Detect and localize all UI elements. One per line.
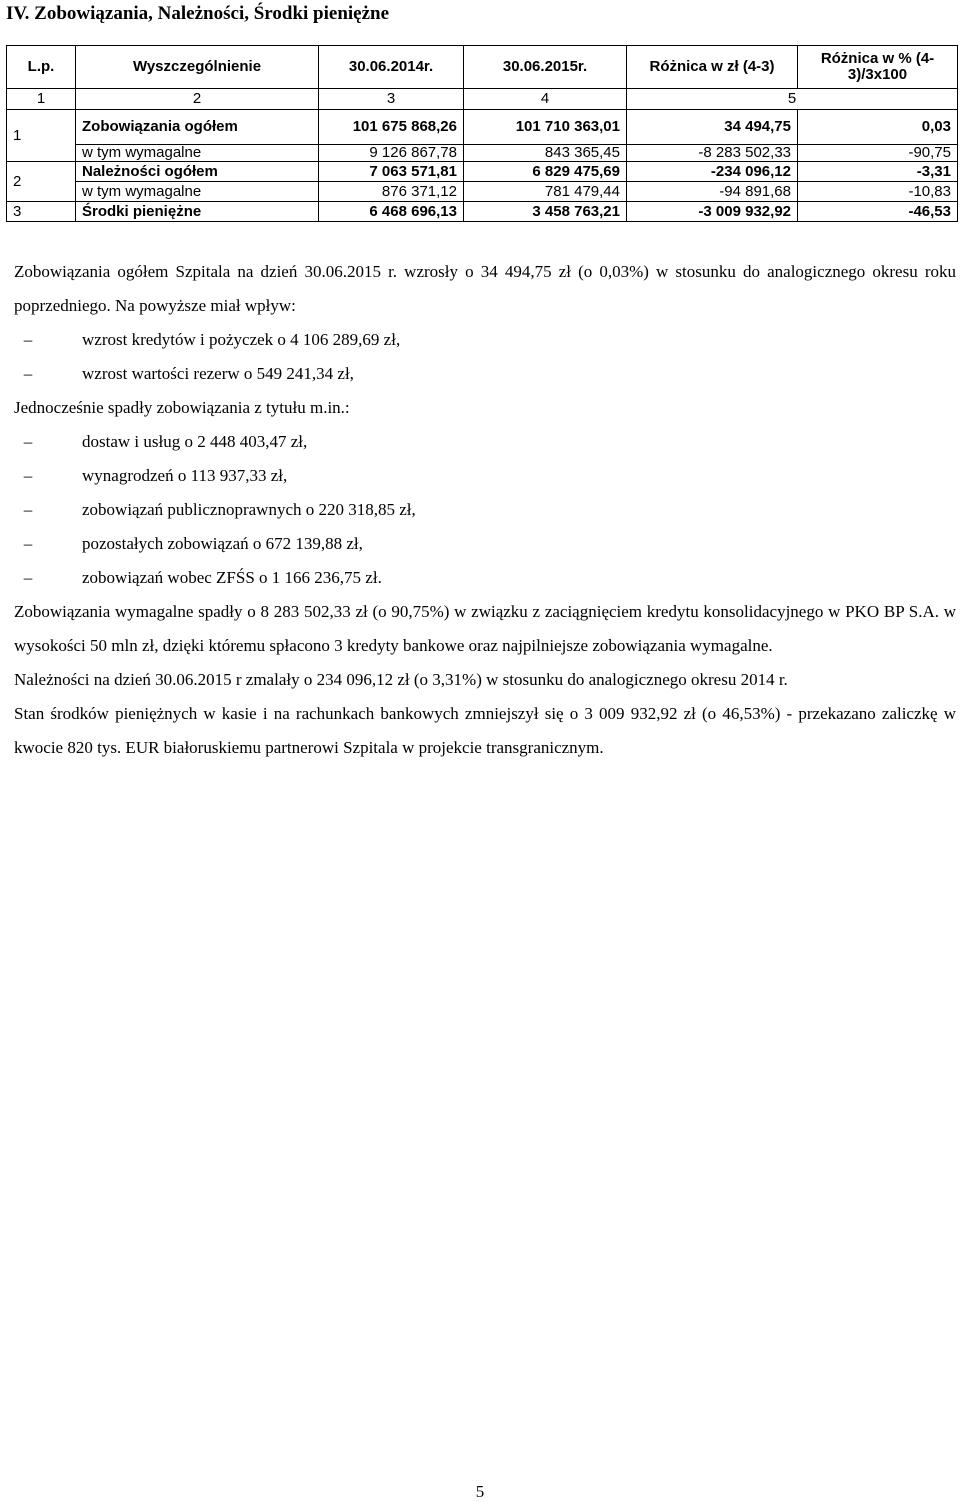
row-lp: 3 xyxy=(7,202,76,222)
row-label: w tym wymagalne xyxy=(76,182,319,202)
row-lp: 1 xyxy=(7,110,76,162)
header-lp: L.p. xyxy=(7,46,76,89)
header-date-2014: 30.06.2014r. xyxy=(319,46,464,89)
value-2015: 6 829 475,69 xyxy=(464,162,627,182)
financial-table xyxy=(6,45,958,222)
paragraph-cash: Stan środków pieniężnych w kasie i na rachunkach bankowych zmniejszył się o 3 009 932,92 zł (o 46,53%) - przekazano zaliczkę w kwocie 820 tys. EUR białoruskiemu partnerowi Szpitala w projekcie transgranicznym. xyxy=(14,704,956,757)
column-number: 5 xyxy=(627,89,958,110)
table-row xyxy=(7,162,958,182)
diff-zl: -8 283 502,33 xyxy=(627,145,798,162)
diff-pct: -46,53 xyxy=(798,202,958,222)
paragraph-liabilities: Zobowiązania ogółem Szpitala na dzień 30.06.2015 r. wzrosły o 34 494,75 zł (o 0,03%) w stosunku do analogicznego okresu roku poprzedniego. Na powyższe miał wpływ: xyxy=(14,262,956,315)
list-item xyxy=(14,425,956,459)
column-number: 1 xyxy=(7,89,76,110)
value-2014: 9 126 867,78 xyxy=(319,145,464,162)
header-diff-pct: Różnica w % (4-3)/3x100 xyxy=(798,46,958,89)
diff-zl: 34 494,75 xyxy=(627,110,798,145)
header-date-2015: 30.06.2015r. xyxy=(464,46,627,89)
list-item xyxy=(14,493,956,527)
dash-bullet: – xyxy=(23,568,33,587)
row-label: Zobowiązania ogółem xyxy=(76,110,319,145)
diff-zl: -3 009 932,92 xyxy=(627,202,798,222)
table-header-row xyxy=(7,46,958,89)
value-2014: 876 371,12 xyxy=(319,182,464,202)
paragraph-overdue: Zobowiązania wymagalne spadły o 8 283 502,33 zł (o 90,75%) w związku z zaciągnięciem kredytu konsolidacyjnego w PKO BP S.A. w wysokości 50 mln zł, dzięki któremu spłacono 3 kredyty bankowe oraz najpilniejsze zobowiązania wymagalne. xyxy=(14,602,956,655)
section-heading: IV. Zobowiązania, Należności, Środki pieniężne xyxy=(6,3,390,24)
diff-pct: -10,83 xyxy=(798,182,958,202)
list-item-text: pozostałych zobowiązań o 672 139,88 zł, xyxy=(82,534,363,553)
value-2015: 3 458 763,21 xyxy=(464,202,627,222)
row-label: w tym wymagalne xyxy=(76,145,319,162)
value-2015: 843 365,45 xyxy=(464,145,627,162)
column-number: 3 xyxy=(319,89,464,110)
value-2014: 6 468 696,13 xyxy=(319,202,464,222)
column-number: 2 xyxy=(76,89,319,110)
dash-bullet: – xyxy=(23,500,33,519)
paragraph-decreases: Jednocześnie spadły zobowiązania z tytułu m.in.: xyxy=(14,398,350,417)
value-2015: 781 479,44 xyxy=(464,182,627,202)
list-item xyxy=(14,527,956,561)
table-row xyxy=(7,145,958,162)
dash-bullet: – xyxy=(23,330,33,349)
header-description: Wyszczególnienie xyxy=(76,46,319,89)
list-item-text: dostaw i usług o 2 448 403,47 zł, xyxy=(82,432,308,451)
row-lp: 2 xyxy=(7,162,76,202)
column-number-row xyxy=(7,89,958,110)
row-label: Środki pieniężne xyxy=(76,202,319,222)
value-2014: 101 675 868,26 xyxy=(319,110,464,145)
dash-bullet: – xyxy=(23,466,33,485)
table-row xyxy=(7,182,958,202)
list-item-text: wzrost kredytów i pożyczek o 4 106 289,69 zł, xyxy=(82,330,401,349)
list-item xyxy=(14,561,956,595)
list-item xyxy=(14,323,956,357)
table-row xyxy=(7,202,958,222)
diff-zl: -234 096,12 xyxy=(627,162,798,182)
document-body xyxy=(14,255,956,765)
value-2014: 7 063 571,81 xyxy=(319,162,464,182)
table-row xyxy=(7,110,958,145)
value-2015: 101 710 363,01 xyxy=(464,110,627,145)
header-diff-zl: Różnica w zł (4-3) xyxy=(627,46,798,89)
row-label: Należności ogółem xyxy=(76,162,319,182)
list-item-text: wynagrodzeń o 113 937,33 zł, xyxy=(82,466,288,485)
list-item xyxy=(14,459,956,493)
paragraph-receivables: Należności na dzień 30.06.2015 r zmalały o 234 096,12 zł (o 3,31%) w stosunku do analogicznego okresu 2014 r. xyxy=(14,670,788,689)
dash-bullet: – xyxy=(23,364,33,383)
list-item-text: zobowiązań wobec ZFŚS o 1 166 236,75 zł. xyxy=(82,568,382,587)
diff-zl: -94 891,68 xyxy=(627,182,798,202)
dash-bullet: – xyxy=(23,432,33,451)
list-item-text: wzrost wartości rezerw o 549 241,34 zł, xyxy=(82,364,354,383)
diff-pct: -3,31 xyxy=(798,162,958,182)
list-item-text: zobowiązań publicznoprawnych o 220 318,85 zł, xyxy=(82,500,416,519)
diff-pct: -90,75 xyxy=(798,145,958,162)
column-number: 4 xyxy=(464,89,627,110)
page-number: 5 xyxy=(475,1482,485,1501)
dash-bullet: – xyxy=(23,534,33,553)
list-item xyxy=(14,357,956,391)
diff-pct: 0,03 xyxy=(798,110,958,145)
